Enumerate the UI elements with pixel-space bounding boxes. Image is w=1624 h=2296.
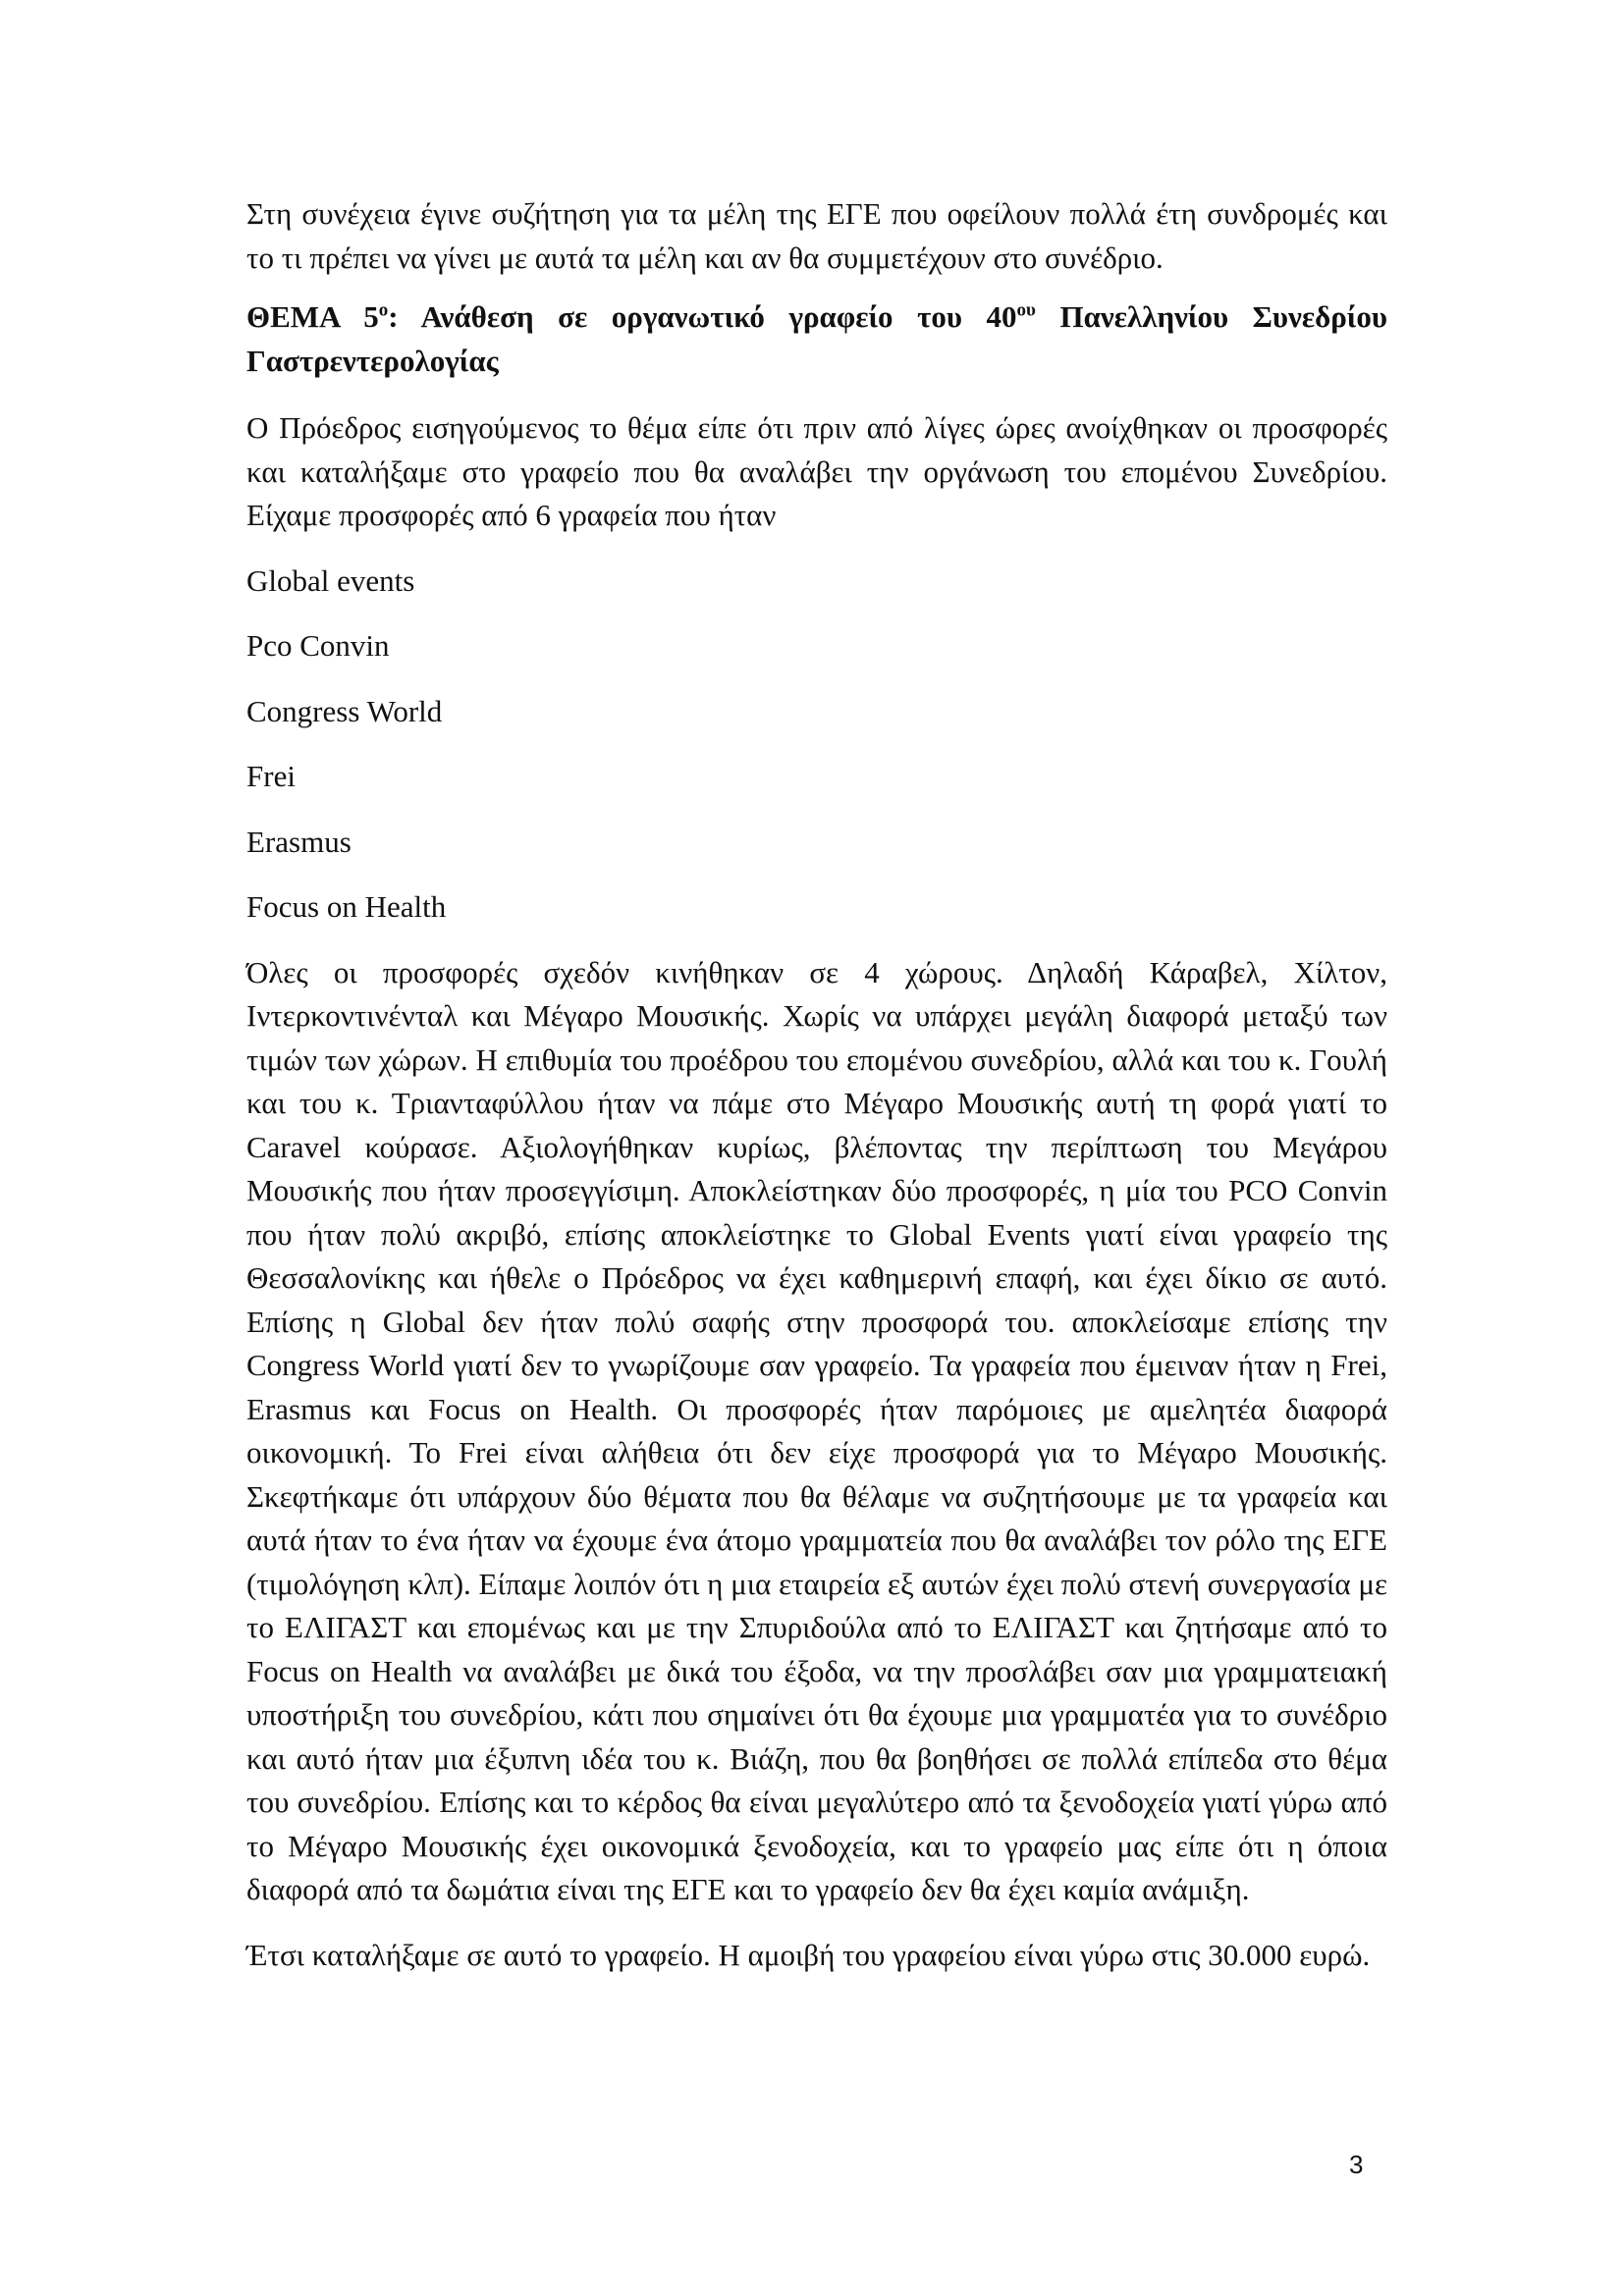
final-paragraph: Έτσι καταλήξαμε σε αυτό το γραφείο. Η αμοιβή του γραφείου είναι γύρω στις 30.000 ευρώ.	[246, 1937, 1371, 1972]
document-body	[246, 192, 1387, 1999]
office-list-item: Global events	[246, 562, 415, 598]
intro-paragraph: Στη συνέχεια έγινε συζήτηση για τα μέλη της ΕΓΕ που οφείλουν πολλά έτη συνδρομές και το τι πρέπει να γίνει με αυτά τα μέλη και αν θα συμμετέχουν στο συνέδριο.	[246, 196, 1387, 275]
heading-part-2: : Ανάθεση σε οργανωτικό γραφείο του 40	[388, 299, 1017, 334]
page-number: 3	[1349, 2150, 1364, 2179]
heading-part-3: Πανελληνίου Συνεδρίου Γαστρεντερολογίας	[246, 299, 1387, 378]
office-list-item: Frei	[246, 759, 296, 793]
heading-superscript-1: ο	[378, 299, 389, 321]
office-list-item: Congress World	[246, 693, 443, 728]
heading-superscript-2: ου	[1016, 299, 1036, 321]
office-list-item: Erasmus	[246, 824, 352, 859]
office-list-item: Focus on Health	[246, 889, 447, 924]
main-paragraph: Όλες οι προσφορές σχεδόν κινήθηκαν σε 4 χώρους. Δηλαδή Κάραβελ, Χίλτον, Ιντερκοντινένταλ και Μέγαρο Μουσικής. Χωρίς να υπάρχει μεγάλη διαφορά μεταξύ των τιμών των χώρων. Η επιθυμία του προέδρου του επομένου συνεδρίου, αλλά και του κ. Γουλή και του κ. Τριανταφύλλου ήταν να πάμε στο Μέγαρο Μουσικής αυτή τη φορά γιατί το Caravel κούρασε. Αξιολογήθηκαν κυρίως, βλέποντας την περίπτωση του Μεγάρου Μουσικής που ήταν προσεγγίσιμη. Αποκλείστηκαν δύο προσφορές, η μία του PCO Convin που ήταν πολύ ακριβό, επίσης αποκλείστηκε το Global Events γιατί είναι γραφείο της Θεσσαλονίκης και ήθελε ο Πρόεδρος να έχει καθημερινή επαφή, και έχει δίκιο σε αυτό. Επίσης η Global δεν ήταν πολύ σαφής στην προσφορά του. αποκλείσαμε επίσης την Congress World γιατί δεν το γνωρίζουμε σαν γραφείο. Τα γραφεία που έμειναν ήταν η Frei, Erasmus και Focus on Health. Οι προσφορές ήταν παρόμοιες με αμελητέα διαφορά οικονομική. Το Frei είναι αλήθεια ότι δεν είχε προσφορά για το Μέγαρο Μουσικής. Σκεφτήκαμε ότι υπάρχουν δύο θέματα που θα θέλαμε να συζητήσουμε με τα γραφεία και αυτά ήταν το ένα ήταν να έχουμε ένα άτομο γραμματεία που θα αναλάβει τον ρόλο της ΕΓΕ (τιμολόγηση κλπ). Είπαμε λοιπόν ότι η μια εταιρεία εξ αυτών έχει πολύ στενή συνεργασία με το ΕΛΙΓΑΣΤ και επομένως και με την Σπυριδούλα από το ΕΛΙΓΑΣΤ και ζητήσαμε από το Focus on Health να αναλάβει με δικά του έξοδα, να την προσλάβει σαν μια γραμματειακή υποστήριξη του συνεδρίου, κάτι που σημαίνει ότι θα έχουμε μια γραμματέα για το συνέδριο και αυτό ήταν μια έξυπνη ιδέα του κ. Βιάζη, που θα βοηθήσει σε πολλά επίπεδα στο θέμα του συνεδρίου. Επίσης και το κέρδος θα είναι μεγαλύτερο από τα ξενοδοχεία γιατί γύρω από το Μέγαρο Μουσικής έχει οικονομικά ξενοδοχεία, και το γραφείο μας είπε ότι η όποια διαφορά από τα δωμάτια είναι της ΕΓΕ και το γραφείο δεν θα έχει καμία ανάμιξη.	[246, 954, 1387, 1906]
offers-paragraph: Ο Πρόεδρος εισηγούμενος το θέμα είπε ότι πριν από λίγες ώρες ανοίχθηκαν οι προσφορές και καταλήξαμε στο γραφείο που θα αναλάβει την οργάνωση του επομένου Συνεδρίου. Είχαμε προσφορές από 6 γραφεία που ήταν	[246, 410, 1387, 532]
heading-part-1: ΘΕΜΑ 5	[246, 299, 379, 334]
office-list-item: Pco Convin	[246, 628, 390, 663]
section-heading	[246, 295, 1387, 383]
